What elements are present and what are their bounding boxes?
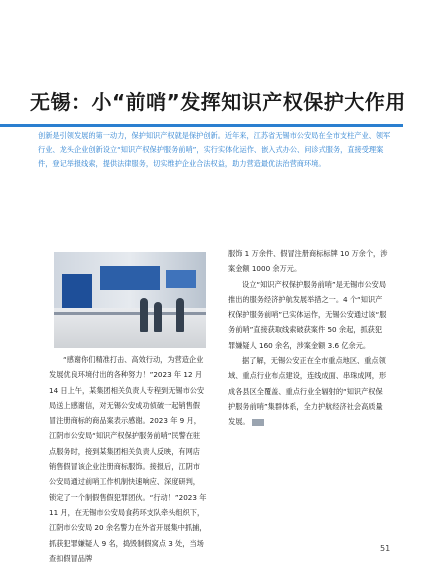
photo-display-screen	[100, 266, 160, 290]
page-number: 51	[380, 544, 391, 553]
body-column-right	[228, 246, 388, 430]
body-paragraph	[228, 353, 388, 429]
body-paragraph: “感谢你们精准打击、高效行动，为营造企业发展优良环境付出的各种努力！”2023 年 12 月 14 日上午，某集团相关负责人专程到无锡市公安局送上感谢信，对无锡公安成功侦破一起销售假冒注册商标的商品案表示感谢。2023 年 9 月，江阴市公安局“知识产权保护服务前哨”民警在驻点服务时，接到某集团相关负责人反映，有网店销售假冒该企业注册商标服饰。接报后，江阴市公安局通过前哨工作机制快速响应、深度研判，锁定了一个制假售假犯罪团伙。“行动！”2023 年 11 月，在无锡市公安局食药环支队牵头组织下，江阴市公安局 20 余名警力在外省开展集中抓捕，抓获犯罪嫌疑人 9 名，捣毁制假窝点 3 处，当场查扣假冒品牌	[49, 355, 207, 563]
body-column-left	[49, 352, 207, 566]
page-title: 无锡：小“前哨”发挥知识产权保护大作用	[30, 90, 406, 114]
body-paragraph-text: 据了解，无锡公安正在全市重点地区、重点领域、重点行业布点建设，连线成面、串珠成网，形成各县区全覆盖、重点行业全辐射的“知识产权保护服务前哨”集群体系，全力护航经济社会高质量发展。	[228, 356, 387, 427]
lead-paragraph: 创新是引领发展的第一动力，保护知识产权就是保护创新。近年来，江苏省无锡市公安局在全市支柱产业、领军行业、龙头企业创新设立“知识产权保护服务前哨”，实行实体化运作、嵌入式办公、问诊式服务，直接受理案件，登记举报线索，提供法律服务，切实维护企业合法权益，助力营造最优法治营商环境。	[38, 131, 391, 169]
photo-person	[176, 298, 184, 332]
body-paragraph: 服饰 1 万余件、假冒注册商标标牌 10 万余个，涉案金额 1000 余万元。	[228, 249, 388, 274]
photo-person	[140, 298, 148, 332]
article-photo	[54, 252, 206, 348]
photo-display-screen-2	[166, 270, 196, 288]
body-paragraph: 设立“知识产权保护服务前哨”是无锡市公安局推出的服务经济护航发展举措之一。4 个“知识产权保护服务前哨”已实体运作，无锡公安通过该“服务前哨”直接获取线索破获案件 50 余起，抓获犯罪嫌疑人 160 余名，涉案金额 3.6 亿余元。	[228, 279, 387, 350]
photo-person	[154, 302, 162, 332]
end-of-article-icon	[252, 419, 264, 426]
